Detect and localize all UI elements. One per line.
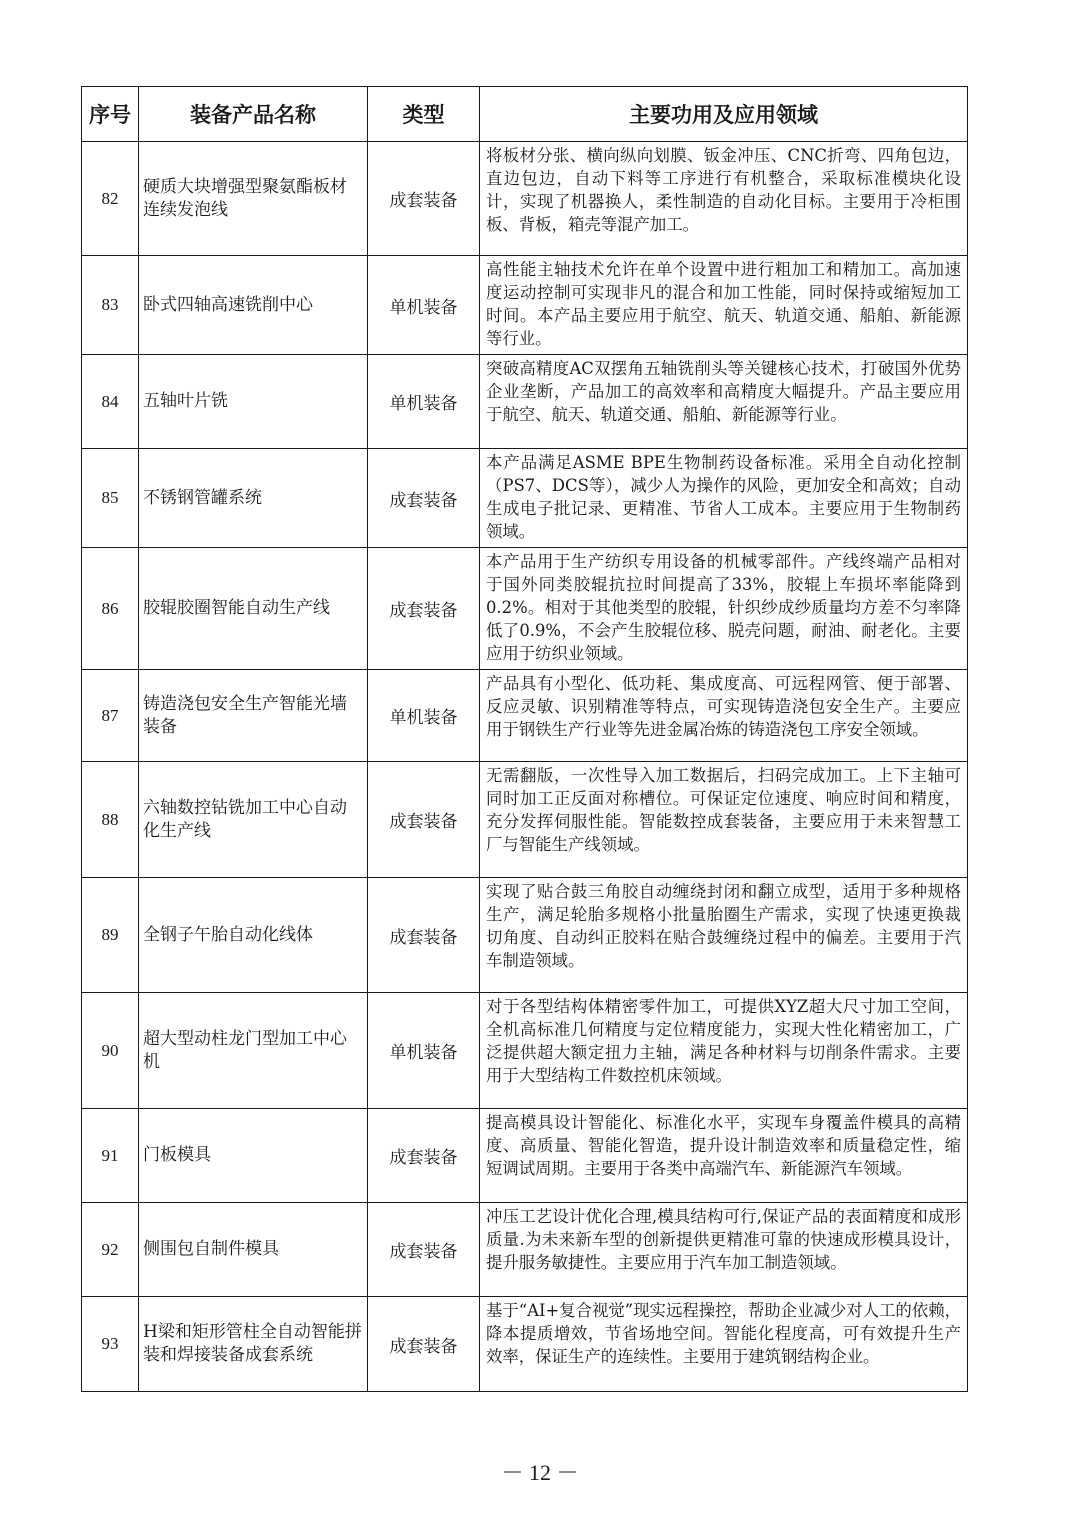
row-type: 成套装备	[368, 878, 480, 993]
row-type: 成套装备	[368, 1203, 480, 1297]
table-row	[82, 548, 968, 670]
table-header-row	[82, 87, 968, 142]
row-description: 产品具有小型化、低功耗、集成度高、可远程网管、便于部署、反应灵敏、识别精准等特点，可实现铸造浇包安全生产。主要应用于钢铁生产行业等先进金属冶炼的铸造浇包工序安全领域。	[480, 670, 968, 762]
row-description: 本产品用于生产纺织专用设备的机械零部件。产线终端产品相对于国外同类胶辊抗拉时间提高了33%，胶辊上车损坏率能降到0.2%。相对于其他类型的胶辊，针织纱成纱质量均方差不匀率降低了0.9%，不会产生胶辊位移、脱壳问题，耐油、耐老化。主要应用于纺织业领域。	[480, 548, 968, 670]
row-serial-number: 86	[82, 548, 139, 670]
row-type: 单机装备	[368, 670, 480, 762]
row-serial-number: 92	[82, 1203, 139, 1297]
row-serial-number: 85	[82, 449, 139, 548]
page-number: － 12 －	[501, 1460, 579, 1485]
row-serial-number: 87	[82, 670, 139, 762]
row-description: 无需翻版，一次性导入加工数据后，扫码完成加工。上下主轴可同时加工正反面对称槽位。可保证定位速度、响应时间和精度，充分发挥伺服性能。智能数控成套装备，主要应用于未来智慧工厂与智能生产线领域。	[480, 762, 968, 878]
table-row	[82, 762, 968, 878]
header-serial-number: 序号	[82, 87, 139, 142]
row-description: 高性能主轴技术允许在单个设置中进行粗加工和精加工。高加速度运动控制可实现非凡的混合和加工性能，同时保持或缩短加工时间。本产品主要应用于航空、航天、轨道交通、船舶、新能源等行业。	[480, 256, 968, 355]
header-product-name: 装备产品名称	[139, 87, 368, 142]
row-serial-number: 82	[82, 142, 139, 256]
row-product-name: 硬质大块增强型聚氨酯板材连续发泡线	[139, 142, 368, 256]
row-product-name: 超大型动柱龙门型加工中心机	[139, 993, 368, 1109]
row-type: 成套装备	[368, 142, 480, 256]
table-row	[82, 1203, 968, 1297]
row-serial-number: 91	[82, 1109, 139, 1203]
row-serial-number: 83	[82, 256, 139, 355]
row-description: 基于“AI+复合视觉”现实远程操控，帮助企业减少对人工的依赖，降本提质增效，节省场地空间。智能化程度高，可有效提升生产效率，保证生产的连续性。主要用于建筑钢结构企业。	[480, 1297, 968, 1392]
row-type: 成套装备	[368, 1109, 480, 1203]
row-type: 单机装备	[368, 355, 480, 449]
row-product-name: 卧式四轴高速铣削中心	[139, 256, 368, 355]
table-row	[82, 355, 968, 449]
row-type: 成套装备	[368, 548, 480, 670]
table-row	[82, 1109, 968, 1203]
row-description: 冲压工艺设计优化合理,模具结构可行,保证产品的表面精度和成形质量.为未来新车型的创新提供更精准可靠的快速成形模具设计，提升服务敏捷性。主要应用于汽车加工制造领域。	[480, 1203, 968, 1297]
row-product-name: 五轴叶片铣	[139, 355, 368, 449]
row-product-name: 铸造浇包安全生产智能光墙装备	[139, 670, 368, 762]
row-description: 对于各型结构体精密零件加工，可提供XYZ超大尺寸加工空间，全机高标准几何精度与定位精度能力，实现大性化精密加工，广泛提供超大额定扭力主轴，满足各种材料与切削条件需求。主要用于大型结构工件数控机床领域。	[480, 993, 968, 1109]
row-product-name: 门板模具	[139, 1109, 368, 1203]
row-product-name: 六轴数控钻铣加工中心自动化生产线	[139, 762, 368, 878]
header-type: 类型	[368, 87, 480, 142]
row-type: 成套装备	[368, 1297, 480, 1392]
row-serial-number: 88	[82, 762, 139, 878]
table-row	[82, 256, 968, 355]
row-description: 突破高精度AC双摆角五轴铣削头等关键核心技术，打破国外优势企业垄断，产品加工的高效率和高精度大幅提升。产品主要应用于航空、航天、轨道交通、船舶、新能源等行业。	[480, 355, 968, 449]
table-row	[82, 449, 968, 548]
table-row	[82, 993, 968, 1109]
row-serial-number: 93	[82, 1297, 139, 1392]
row-product-name: 全钢子午胎自动化线体	[139, 878, 368, 993]
table-row	[82, 1297, 968, 1392]
table-row	[82, 670, 968, 762]
row-product-name: 胶辊胶圈智能自动生产线	[139, 548, 368, 670]
row-description: 实现了贴合鼓三角胶自动缠绕封闭和翻立成型，适用于多种规格生产，满足轮胎多规格小批量胎圈生产需求，实现了快速更换裁切角度、自动纠正胶料在贴合鼓缠绕过程中的偏差。主要用于汽车制造领域。	[480, 878, 968, 993]
row-type: 单机装备	[368, 993, 480, 1109]
row-product-name: H梁和矩形管柱全自动智能拼装和焊接装备成套系统	[139, 1297, 368, 1392]
table-row	[82, 142, 968, 256]
row-type: 成套装备	[368, 762, 480, 878]
row-serial-number: 84	[82, 355, 139, 449]
row-type: 单机装备	[368, 256, 480, 355]
row-product-name: 侧围包自制件模具	[139, 1203, 368, 1297]
table-row	[82, 878, 968, 993]
header-function-application: 主要功用及应用领域	[480, 87, 968, 142]
row-description: 提高模具设计智能化、标准化水平，实现车身覆盖件模具的高精度、高质量、智能化智造，提升设计制造效率和质量稳定性，缩短调试周期。主要用于各类中高端汽车、新能源汽车领域。	[480, 1109, 968, 1203]
row-description: 本产品满足ASME BPE生物制药设备标准。采用全自动化控制（PS7、DCS等），减少人为操作的风险，更加安全和高效；自动生成电子批记录、更精准、节省人工成本。主要应用于生物制药领域。	[480, 449, 968, 548]
row-serial-number: 90	[82, 993, 139, 1109]
row-product-name: 不锈钢管罐系统	[139, 449, 368, 548]
row-description: 将板材分张、横向纵向划膜、钣金冲压、CNC折弯、四角包边，直边包边，自动下料等工序进行有机整合，采取标准模块化设计，实现了机器换人，柔性制造的自动化目标。主要用于冷柜围板、背板，箱壳等混产加工。	[480, 142, 968, 256]
equipment-table	[81, 86, 968, 1392]
row-type: 成套装备	[368, 449, 480, 548]
row-serial-number: 89	[82, 878, 139, 993]
